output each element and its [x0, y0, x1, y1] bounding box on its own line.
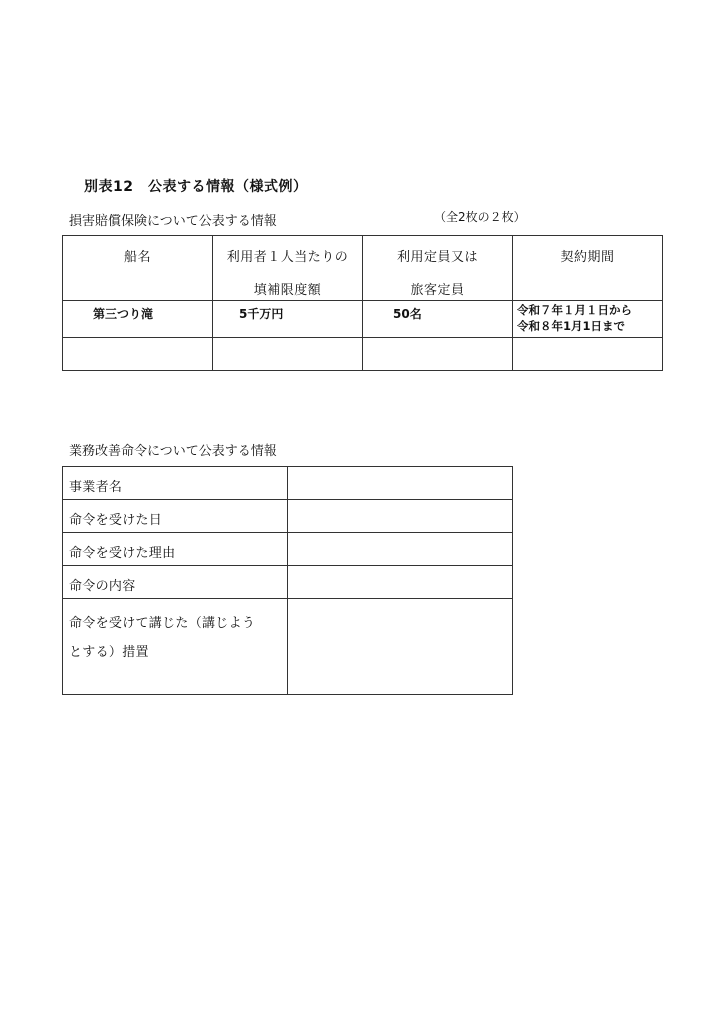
- cell-capacity: 50名: [363, 301, 513, 338]
- row-label-measures-taken-line2: とする）措置: [69, 645, 149, 660]
- cell-capacity: [363, 338, 513, 371]
- table-row: [63, 566, 513, 599]
- cell-contract-period: [513, 301, 663, 338]
- cell-contract-period-line1: 令和７年１月１日から: [517, 303, 632, 317]
- table-row: [63, 467, 513, 500]
- cell-contract-period: [513, 338, 663, 371]
- row-value-order-content: [288, 566, 513, 599]
- page-count: （全2枚の２枚）: [434, 210, 526, 224]
- header-capacity-line2: 旅客定員: [410, 283, 465, 298]
- cell-ship-name: 第三つり滝: [63, 301, 213, 338]
- row-value-order-date: [288, 500, 513, 533]
- table-row: [63, 500, 513, 533]
- header-coverage-limit-line1: 利用者１人当たりの: [226, 250, 349, 265]
- row-label-order-reason: 命令を受けた理由: [63, 533, 288, 566]
- row-label-order-content: 命令の内容: [63, 566, 288, 599]
- cell-contract-period-line2: 令和８年1月1日まで: [517, 319, 626, 333]
- row-value-measures-taken: [288, 599, 513, 695]
- page-title: 別表12 公表する情報（様式例）: [84, 179, 308, 195]
- row-value-operator-name: [288, 467, 513, 500]
- header-coverage-limit: [213, 236, 363, 301]
- header-ship-name: [63, 236, 213, 301]
- header-ship-name-line1: 船名: [123, 250, 151, 265]
- order-section-label: 業務改善命令について公表する情報: [69, 444, 277, 459]
- header-contract-period: [513, 236, 663, 301]
- cell-coverage-limit: 5千万円: [213, 301, 363, 338]
- insurance-table: [62, 235, 663, 371]
- table-row: [63, 338, 663, 371]
- header-coverage-limit-line2: 填補限度額: [253, 283, 322, 298]
- row-label-order-date: 命令を受けた日: [63, 500, 288, 533]
- header-ship-name-line2: [63, 265, 212, 279]
- insurance-table-header-row: [63, 236, 663, 301]
- header-contract-period-line1: 契約期間: [560, 250, 615, 265]
- cell-coverage-limit: [213, 338, 363, 371]
- insurance-section-label: 損害賠償保険について公表する情報: [69, 214, 277, 229]
- table-row: [63, 533, 513, 566]
- header-capacity: [363, 236, 513, 301]
- row-label-operator-name: 事業者名: [63, 467, 288, 500]
- row-value-order-reason: [288, 533, 513, 566]
- cell-ship-name: [63, 338, 213, 371]
- table-row: [63, 301, 663, 338]
- row-label-measures-taken-line1: 命令を受けて講じた（講じよう: [69, 616, 256, 631]
- table-row: [63, 599, 513, 695]
- row-label-measures-taken: [63, 599, 288, 695]
- order-table: [62, 466, 513, 695]
- header-contract-period-line2: [513, 265, 662, 279]
- header-capacity-line1: 利用定員又は: [396, 250, 478, 265]
